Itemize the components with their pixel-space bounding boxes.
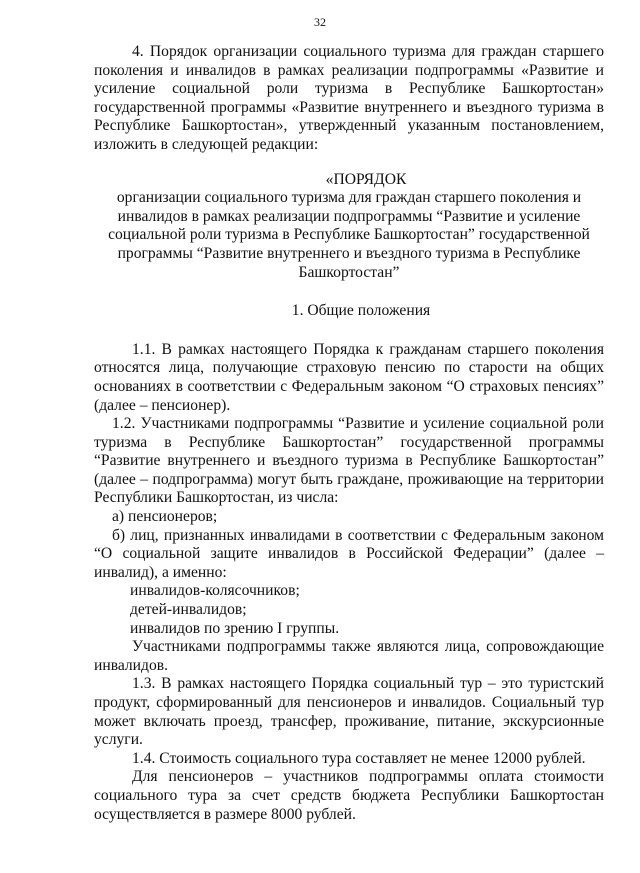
paragraph-1-4: 1.4. Стоимость социального тура составляет не менее 12000 рублей.	[132, 749, 586, 767]
title-subtitle: организации социального туризма для граждан старшего поколения и инвалидов в рамках реализации подпрограммы “Развитие и усиление социальной роли туризма в Республике Башкортостан” государственной программы “Развитие внутреннего и въездного туризма в Республике Башкортостан”	[108, 189, 590, 281]
sublist-item: инвалидов по зрению I группы.	[130, 619, 340, 637]
list-item-a: а) пенсионеров;	[112, 508, 218, 526]
paragraph-1-1: 1.1. В рамках настоящего Порядка к гражданам старшего поколения относятся лица, получающие страховую пенсию по старости на общих основаниях в соответствии с Федеральным законом “О страховых пенсиях” (далее – пенсионер).	[94, 340, 604, 414]
list-item-b: б) лиц, признанных инвалидами в соответствии с Федеральным законом “О социальной защите инвалидов в Российской Федерации” (далее – инвалид), а именно:	[94, 526, 604, 581]
sublist-item: инвалидов-колясочников;	[130, 582, 300, 600]
paragraph-1-3: 1.3. В рамках настоящего Порядка социальный тур – это туристский продукт, сформированный для пенсионеров и инвалидов. Социальный тур может включать проезд, трансфер, проживание, питание, экскурсионные услуги.	[94, 675, 604, 749]
paragraph-1-2: 1.2. Участниками подпрограммы “Развитие и усиление социальной роли туризма в Республике Башкортостан” государственной программы “Развитие внутреннего и въездного туризма в Республике Башкортостан” (далее – подпрограмма) могут быть граждане, проживающие на территории Республики Башкортостан, из числа:	[94, 415, 604, 507]
title-word: «ПОРЯДОК	[325, 170, 407, 188]
section-heading: 1. Общие положения	[291, 302, 431, 320]
document-title	[94, 171, 604, 283]
sublist-item: детей-инвалидов;	[130, 601, 247, 619]
payment-paragraph: Для пенсионеров – участников подпрограммы оплата стоимости социального тура за счет средств бюджета Республики Башкортостан осуществляется в размере 8000 рублей.	[94, 768, 604, 823]
document-body	[94, 43, 604, 824]
participants-paragraph: Участниками подпрограммы также являются лица, сопровождающие инвалидов.	[94, 638, 604, 674]
intro-paragraph: 4. Порядок организации социального туризма для граждан старшего поколения и инвалидов в рамках реализации подпрограммы «Развитие и усиление социальной роли туризма в Республике Башкортостан» государственной программы «Развитие внутреннего и въездного туризма в Республике Башкортостан», утвержденный указанным постановлением, изложить в следующей редакции:	[94, 43, 604, 153]
page-number: 32	[314, 15, 326, 29]
